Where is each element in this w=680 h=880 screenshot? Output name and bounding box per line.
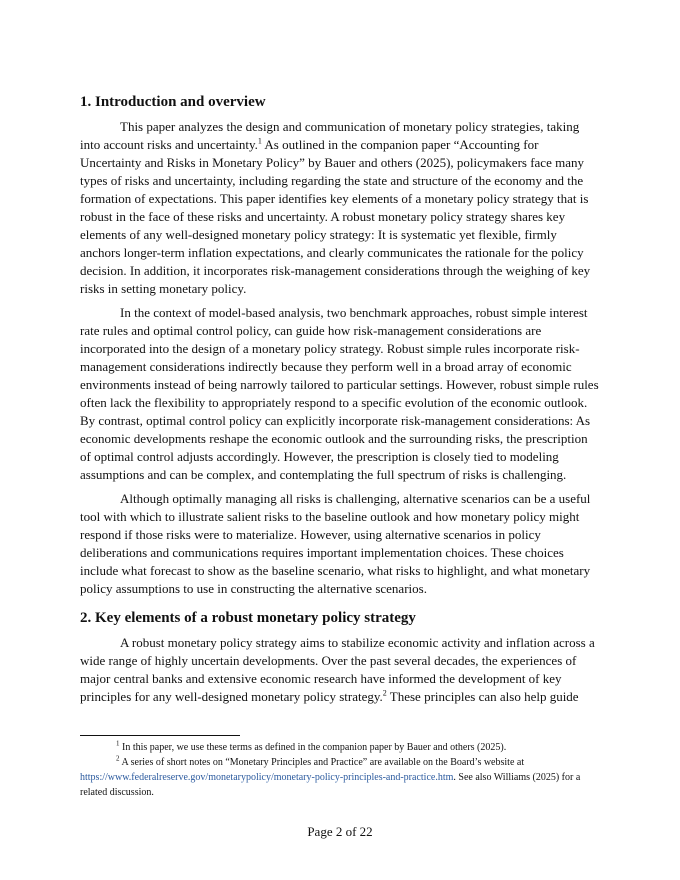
page-number: Page 2 of 22 <box>307 824 373 839</box>
page-body <box>80 92 600 712</box>
section-2-heading: 2. Key elements of a robust monetary policy strategy <box>80 610 416 626</box>
section-2-paragraph-1-text-a: A robust monetary policy strategy aims to stabilize economic activity and inflation across a wide range of highly uncertain developments. Over the past several decades, the experiences of major central banks and extensive economic research have informed the development of key principles for any well-designed monetary policy strategy. <box>80 635 595 704</box>
footnote-ref-2[interactable]: 2 <box>382 688 387 698</box>
footnote-1 <box>80 740 600 755</box>
footnote-1-number: 1 <box>116 739 120 748</box>
section-2-paragraph-1 <box>80 634 600 706</box>
section-2-paragraph-1-text-b: These principles can also help guide <box>386 689 579 704</box>
footnote-2-number: 2 <box>116 754 120 763</box>
footnote-2-text-before: A series of short notes on “Monetary Principles and Practice” are available on the Board’s website at <box>119 757 525 768</box>
section-1-paragraph-3: Although optimally managing all risks is challenging, alternative scenarios can be a useful tool with which to illustrate salient risks to the baseline outlook and how monetary policy might respond if those risks were to materialize. However, using alternative scenarios in policy deliberations and communications requires important implementation choices. These choices include what forecast to show as the baseline scenario, what risks to highlight, and what monetary policy assumptions to use in constructing the alternative scenarios. <box>80 491 591 596</box>
footnote-2 <box>80 755 600 800</box>
footnote-separator <box>80 735 240 736</box>
footnote-1-text: In this paper, we use these terms as defined in the companion paper by Bauer and others (2025). <box>119 742 507 753</box>
footnote-ref-1[interactable]: 1 <box>257 136 262 146</box>
footnote-2-text-after: . See also Williams (2025) for a related discussion. <box>80 772 581 798</box>
footnotes <box>80 740 600 800</box>
section-1-heading: 1. Introduction and overview <box>80 94 266 110</box>
footnote-2-link[interactable]: https://www.federalreserve.gov/monetarypolicy/monetary-policy-principles-and-practice.htm <box>80 772 454 783</box>
section-1-paragraph-2: In the context of model-based analysis, two benchmark approaches, robust simple interest rate rules and optimal control policy, can guide how risk-management considerations are incorporated into the design of a monetary policy strategy. Robust simple rules incorporate risk-management considerations indirectly because they perform well in a broad array of economic environments instead of being narrowly tailored to particular settings. However, robust simple rules often lack the flexibility to appropriately respond to a specific evolution of the economic outlook. By contrast, optimal control policy can explicitly incorporate risk-management considerations: As economic developments reshape the economic outlook and the surrounding risks, the prescription of optimal control adjusts accordingly. However, the prescription is closely tied to modeling assumptions and can be complex, and contemplating the full spectrum of risks is challenging. <box>80 305 599 482</box>
section-1-paragraph-1-text-a: This paper analyzes the design and communication of monetary policy strategies, taking into account risks and uncertainty. <box>80 119 580 152</box>
section-1-paragraph-1 <box>80 118 600 298</box>
section-1-paragraph-1-text-b: As outlined in the companion paper “Accounting for Uncertainty and Risks in Monetary Policy” by Bauer and others (2025), policymakers face many types of risks and uncertainty, including regarding the state and structure of the economy and the formation of expectations. This paper identifies key elements of a monetary policy strategy that is robust in the face of these risks and uncertainty. A robust monetary policy strategy shares key elements of any well-designed monetary policy strategy: It is systematic yet flexible, firmly anchors longer-term inflation expectations, and clearly communicates the rationale for the policy decision. In addition, it incorporates risk-management considerations through the weighing of key risks in setting monetary policy. <box>80 137 591 296</box>
